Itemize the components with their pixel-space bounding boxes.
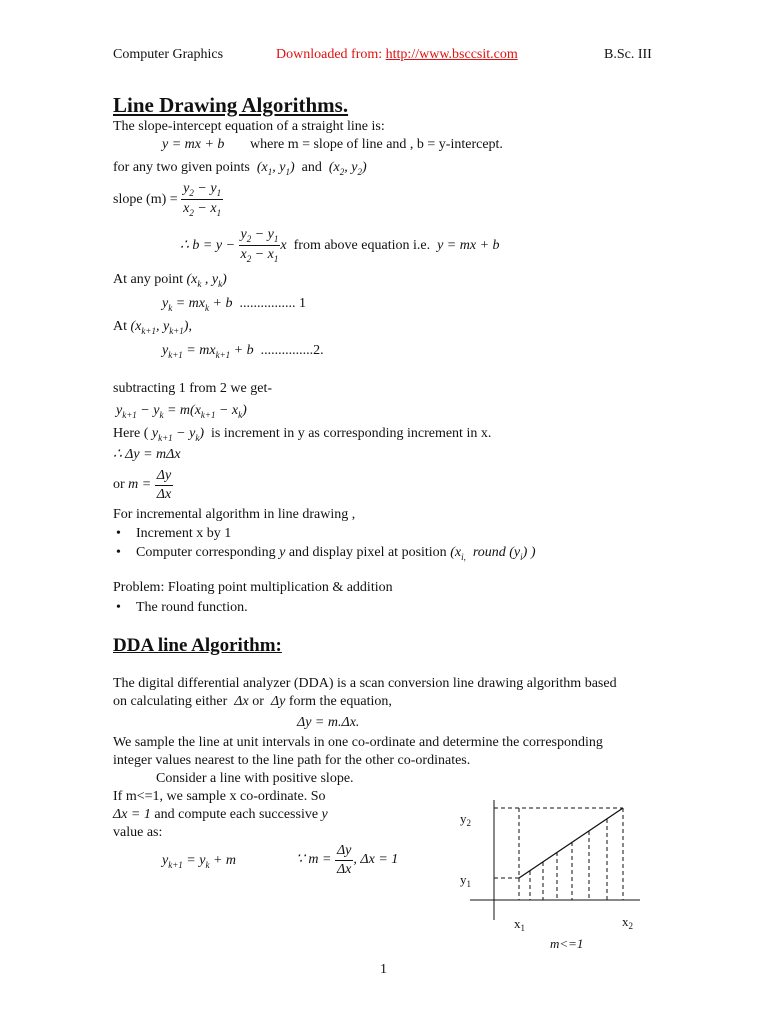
at-k1-line: At ($x_{k+1}$, $y_{k+1}$),: [113, 319, 192, 336]
fig-label-y1: $y_1$: [460, 872, 471, 889]
incremental-text: For incremental algorithm in line drawing ,: [113, 507, 356, 522]
consider-text: Consider a line with positive slope.: [156, 771, 354, 786]
difference-eq: $y_{k+1} - y_k = m(x_{k+1} - x_k)$: [116, 403, 247, 420]
header-download-prefix: Downloaded from:: [276, 47, 386, 62]
fig-label-y2: $y_2$: [460, 811, 471, 828]
at-any-point-line: At any point ($x_k$ , $y_k$): [113, 272, 227, 289]
dda-recurrence: $y_{k+1} = y_k + m$: [162, 853, 237, 870]
and-text: and: [301, 160, 322, 175]
dda-eq: Δy = m.Δx.: [297, 715, 360, 730]
dda-para2-line1: We sample the line at unit intervals in one co-ordinate and determine the corresponding: [113, 735, 603, 750]
bullet2-prefix: Computer corresponding: [136, 545, 276, 560]
at-text: At: [113, 319, 127, 334]
section-title-line-drawing: Line Drawing Algorithms.: [113, 93, 349, 117]
header-download: [276, 47, 518, 64]
if-m-text: If m<=1, we sample x co-ordinate. So: [113, 789, 326, 804]
bullet-increment: • Increment x by 1: [136, 526, 231, 543]
slope-label: slope (m) =: [113, 191, 178, 207]
slope-formula: slope (m) = $\frac{y_2 - y_1}{x_2 - x_1}$: [113, 181, 222, 218]
here-rest: is increment in y as corresponding increment in x.: [211, 426, 492, 441]
header-link[interactable]: http://www.bsccsit.com: [385, 47, 518, 62]
para1-line2-rest: form the equation,: [288, 694, 392, 709]
or-text: or: [113, 477, 125, 493]
two-points-text: for any two given points: [113, 160, 250, 175]
fig-caption: m<=1: [550, 936, 584, 951]
eq2-line: $y_{k+1} = mx_{k+1} + b$ ...............2.: [162, 343, 324, 360]
b-formula: ∴ b = y − $\frac{y_2 - y_1}{x_2 - x_1}$ x from above equation i.e. y = mx + b: [180, 227, 500, 264]
value-as-text: value as:: [113, 825, 163, 840]
eq-slope-intercept-note: where m = slope of line and , b = y-intercept.: [250, 137, 503, 152]
dda-condition: ∵ m = $\frac{\Delta y}{\Delta x}$ , Δx = 1: [296, 843, 399, 877]
header-course: Computer Graphics: [113, 47, 224, 62]
eq1-line: $y_k = mx_k + b$ ................ 1: [162, 296, 306, 313]
subtracting-text: subtracting 1 from 2 we get-: [113, 381, 273, 396]
eq-slope-intercept: y = mx + b: [162, 137, 225, 152]
eq2-marker: ...............2.: [260, 343, 324, 358]
page-number: 1: [380, 962, 387, 977]
delta-y-eq: ∴ Δy = mΔx: [113, 447, 181, 462]
dda-para1-line2: on calculating either Δx or Δy form the equation,: [113, 694, 392, 709]
problem-text: Problem: Floating point multiplication & addition: [113, 580, 393, 595]
dda-para1-line1: The digital differential analyzer (DDA) is a scan conversion line drawing algorithm based: [113, 676, 617, 691]
compute-line: Δx = 1 and compute each successive y: [113, 807, 328, 822]
eq1-marker: ................ 1: [239, 296, 306, 311]
intro-text: The slope-intercept equation of a straight line is:: [113, 119, 385, 134]
para1-line2-text: on calculating either: [113, 694, 228, 709]
compute-text: and compute each successive: [154, 807, 319, 822]
at-any-point-text: At any point: [113, 272, 183, 287]
bullet2-mid: and display pixel at position: [288, 545, 447, 560]
two-points-line: for any two given points ($x_1$, $y_1$) and ($x_2$, $y_2$): [113, 160, 367, 177]
header-class: B.Sc. III: [604, 47, 652, 62]
here-line: Here ( $y_{k+1} - y_k$) is increment in y as corresponding increment in x.: [113, 426, 492, 443]
fig-label-x1: $x_1$: [514, 916, 525, 933]
bullet-round: • The round function.: [136, 600, 248, 617]
fig-label-x2: $x_2$: [622, 914, 633, 931]
section-title-dda: DDA line Algorithm:: [113, 635, 282, 656]
b-from-text: from above equation i.e.: [293, 237, 431, 253]
here-text: Here (: [113, 426, 149, 441]
dda-para2-line2: integer values nearest to the line path for the other co-ordinates.: [113, 753, 471, 768]
dda-figure: [450, 795, 650, 955]
m-delta-eq: or m = $\frac{\Delta y}{\Delta x}$: [113, 468, 172, 502]
bullet-compute: • Computer corresponding y and display pixel at position ($x_{i,}$ round $(y_i)$ ): [136, 545, 536, 563]
